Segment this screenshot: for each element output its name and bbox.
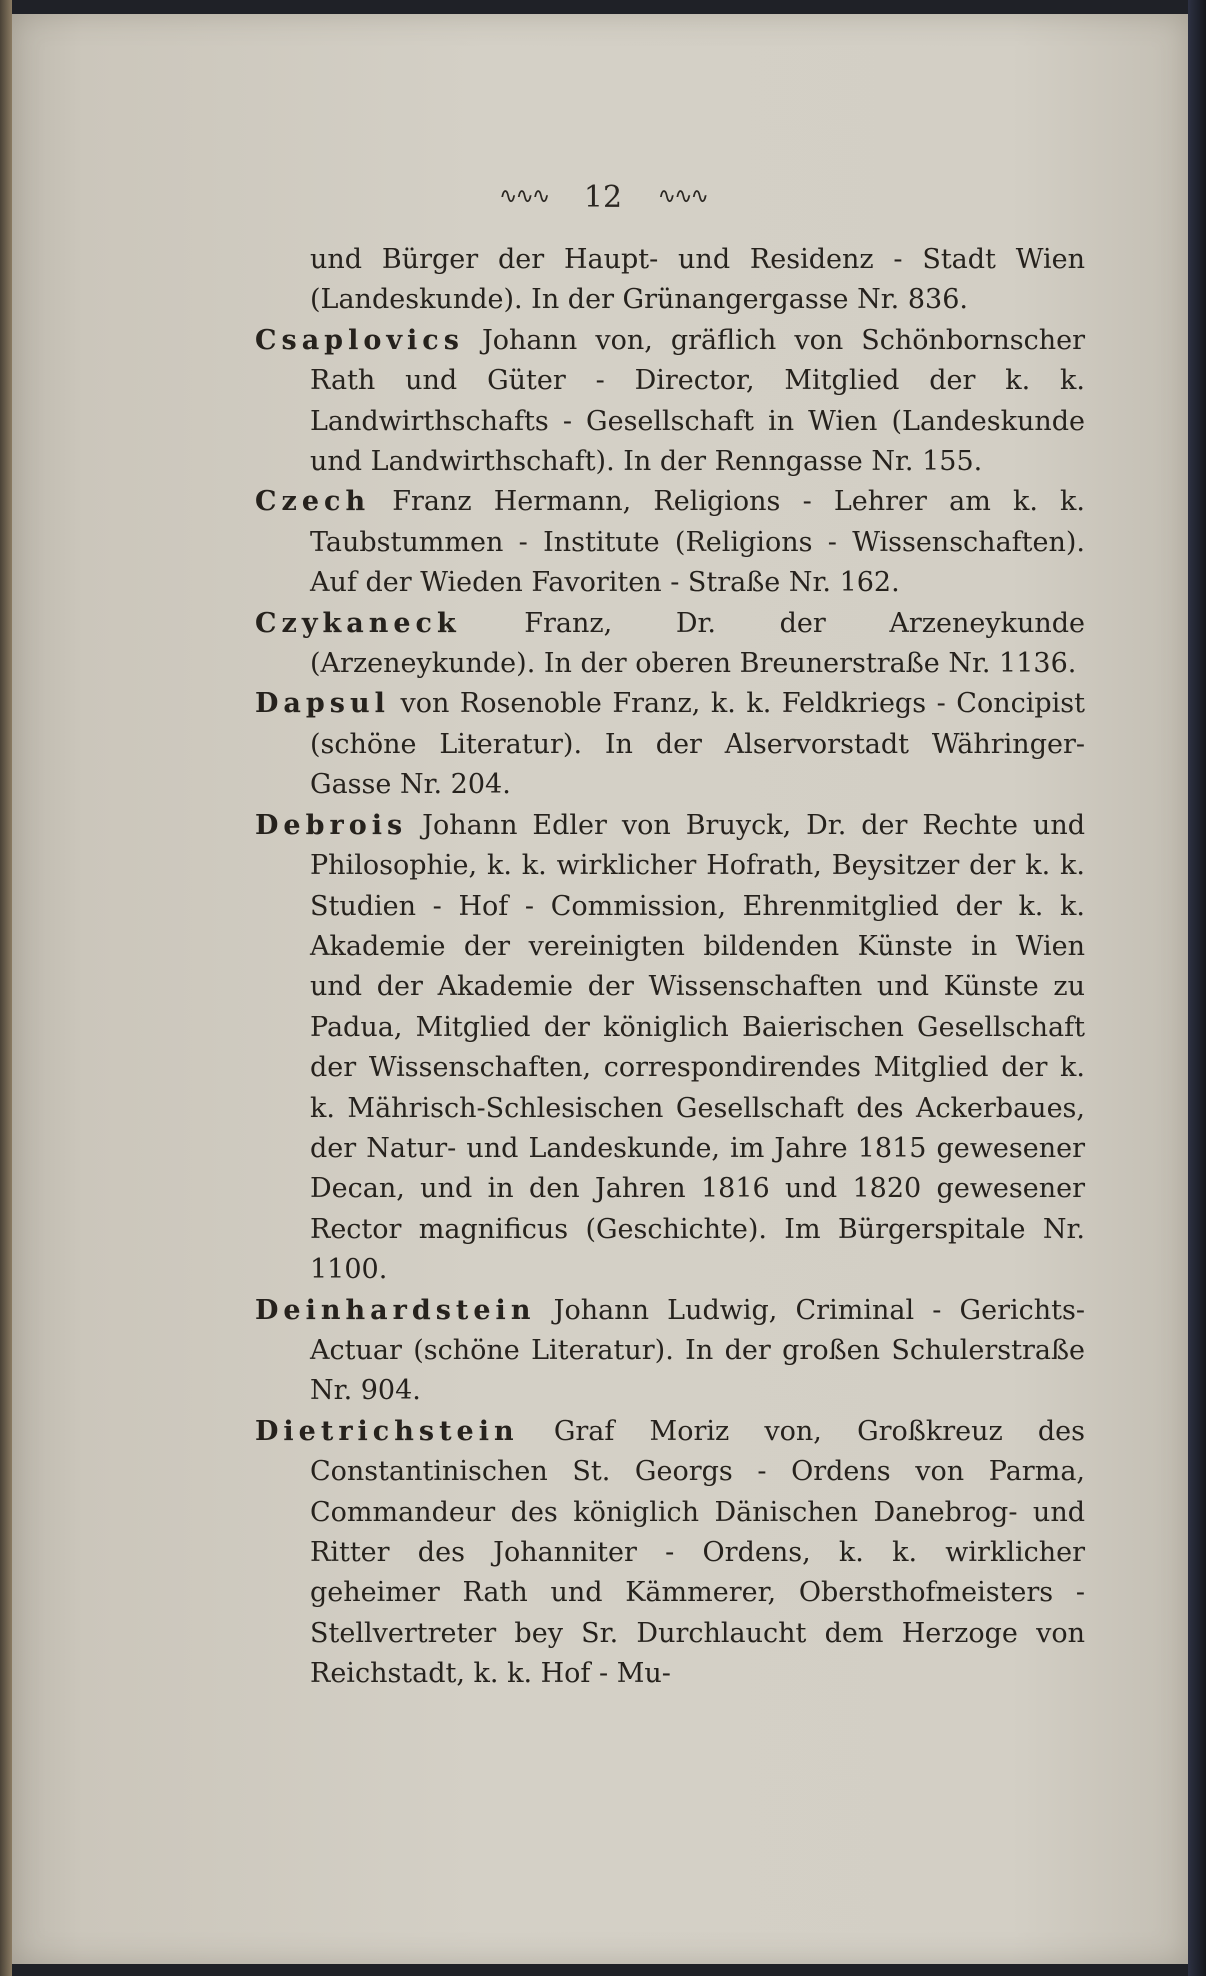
directory-entry [255,1412,1085,1695]
entry-text: Franz Hermann, Religions - Lehrer am k. k. Taubstummen - Institute (Religions - Wissenschaften). Auf der Wieden Favoriten - Straße Nr. 162. [310,486,1086,599]
entry-text: Johann Ludwig, Criminal - Gerichts-Actuar (schöne Literatur). In der großen Schulerstraße Nr. 904. [310,1294,1085,1407]
directory-entry [255,321,1085,483]
entry-text: und Bürger der Haupt- und Residenz - Stadt Wien (Landeskunde). In der Grünangergasse Nr. 836. [310,244,1085,316]
entry-name: Dapsul [255,688,390,720]
directory-entry [255,684,1085,805]
page-number: 12 [583,180,623,215]
directory-entry [255,482,1085,603]
entry-text: von Rosenoble Franz, k. k. Feldkriegs - Concipist (schöne Literatur). In der Alservorstadt Währinger-Gasse Nr. 204. [310,688,1085,801]
entry-text: Johann Edler von Bruyck, Dr. der Rechte und Philosophie, k. k. wirklicher Hofrath, Beysitzer der k. k. Studien - Hof - Commission, Ehrenmitglied der k. k. Akademie der vereinigten bildenden Künste in Wien und der Akademie der Wissenschaften und Künste zu Padua, Mitglied der königlich Baierischen Gesellschaft der Wissenschaften, correspondirendes Mitglied der k. k. Mährisch-Schlesischen Gesellschaft des Ackerbaues, der Natur- und Landeskunde, im Jahre 1815 gewesener Decan, und in den Jahren 1816 und 1820 gewesener Rector magnificus (Geschichte). Im Bürgerspitale Nr. 1100. [310,809,1085,1286]
directory-text [255,240,1085,1695]
entry-name: Deinhardstein [255,1294,536,1326]
directory-entry [255,806,1085,1291]
entry-name: Czykaneck [255,607,461,639]
book-cover-edge [1188,0,1206,1976]
entry-name: Czech [255,486,371,518]
book-spine [0,0,12,1976]
entry-name: Csaplovics [255,324,464,356]
entry-text: Franz, Dr. der Arzeneykunde (Arzeneykunde). In der oberen Breunerstraße Nr. 1136. [310,607,1085,680]
ornament-right: ∿∿∿ [657,184,707,209]
entry-name: Debrois [255,809,408,841]
continued-entry [255,240,1085,321]
page-header [0,180,1206,215]
ornament-left: ∿∿∿ [499,184,549,209]
entry-text: Graf Moriz von, Großkreuz des Constantinischen St. Georgs - Ordens von Parma, Commandeur des königlich Dänischen Danebrog- und Ritter des Johanniter - Ordens, k. k. wirklicher geheimer Rath und Kämmerer, Obersthofmeisters - Stellvertreter bey Sr. Durchlaucht dem Herzoge von Reichstadt, k. k. Hof - Mu- [310,1415,1085,1690]
entry-name: Dietrichstein [255,1415,519,1447]
directory-entry [255,604,1085,685]
directory-entry [255,1291,1085,1412]
entry-text: Johann von, gräflich von Schönbornscher Rath und Güter - Director, Mitglied der k. k. Landwirthschafts - Gesellschaft in Wien (Landeskunde und Landwirthschaft). In der Renngasse Nr. 155. [310,324,1086,478]
